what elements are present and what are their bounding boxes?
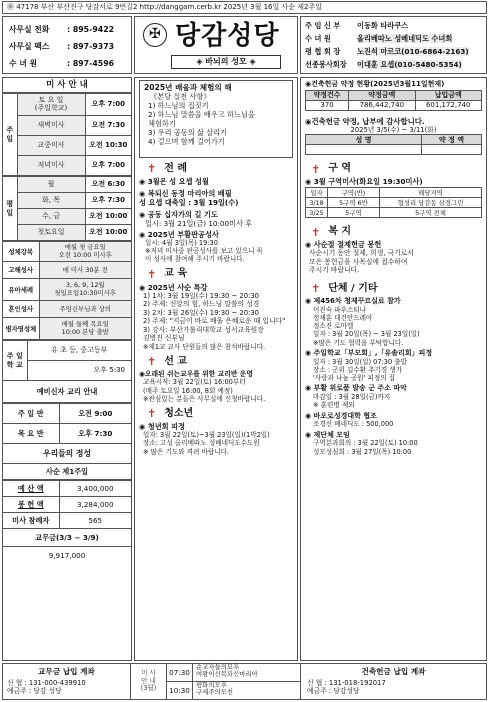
- group-item-head: ◉ 부활 위로품 발송 군 주소 파악: [305, 384, 407, 393]
- donation-table: [305, 90, 482, 111]
- sunday-label: 주 일: [3, 94, 17, 176]
- district-icon: ✝: [311, 162, 321, 176]
- staff-block: [300, 16, 487, 74]
- liturgy-item: ◉ 공동 십자가의 길 기도: [139, 210, 218, 219]
- donation-thanks-title: ◉건축헌금 약정, 납부에 감사합니다.: [305, 116, 425, 126]
- education-header: [139, 267, 293, 283]
- group-item-head: ◉ 제456차 청제꾸르실료 참가: [305, 296, 401, 305]
- footer-mass-list: [167, 664, 301, 699]
- district-head: ◉ 3월 구역미사(화요일 19:30미사): [305, 177, 423, 187]
- sacrament-time: 3, 6, 9, 12월 첫일요일10:30미사후: [39, 279, 131, 301]
- tithe-label: 교무금(3/3 ~ 3/9): [3, 529, 131, 547]
- mass-info-title: 미 사 안 내: [3, 78, 131, 93]
- mass-name: 저녁미사: [17, 156, 85, 176]
- tithe-account-box: [3, 664, 131, 699]
- contact-block: [2, 16, 132, 74]
- district-table: [305, 187, 482, 218]
- liturgy-header: [139, 161, 293, 177]
- footer-mass-time: 07:30: [167, 664, 193, 681]
- thanks-header: 약 정 액: [422, 135, 482, 145]
- catechumen-day: 주 일 반: [3, 404, 59, 424]
- practice-item: 2) 하느님 말씀을 배우고 하느님을 체험하기: [148, 110, 255, 129]
- offering-label: 예 산 액: [3, 481, 59, 497]
- welfare-icon: ✝: [311, 225, 321, 239]
- sacrament-name: 유아세례: [3, 279, 39, 301]
- donation-header: 납입금액: [415, 90, 482, 100]
- catechumen-time: 오전 9:00: [59, 404, 131, 424]
- sacrament-time: 매월 둘째 목요일 10:00 본당 출발: [39, 318, 131, 340]
- mass-name: 수, 금: [17, 209, 85, 225]
- donation-title: ◉건축헌금 약정 현황(2025년3월11일현재): [305, 80, 445, 88]
- contact-fax: 사무실 팩스 : 897-9373: [9, 41, 115, 51]
- catechumen-time: 오후 7:30: [59, 424, 131, 444]
- education-icon: ✝: [147, 267, 157, 281]
- district-header: [305, 161, 482, 177]
- district-cell: 5구역: [328, 208, 380, 218]
- mission-head: ◉오래된 쉬는교우를 위한 교리반 운영: [139, 369, 253, 378]
- mass-info-column: [2, 77, 132, 661]
- education-head: ◉ 2025년 사순 특강: [139, 282, 208, 292]
- staff-row-funeral: 선종봉사회장 이대훈 요셉(010-5480-5354): [305, 60, 462, 69]
- liturgy-title: 전 례: [164, 162, 188, 174]
- district-cell: 3/25: [306, 208, 328, 218]
- offering-label: 미사 참례자: [3, 513, 59, 529]
- header-address: ㊡ 47178 부산 부산진구 당감서로 9번길2 http://danggam.cerb.kr 2025년 3월 16일 사순 제2주일: [7, 3, 322, 12]
- sunday-school-table: [3, 340, 131, 381]
- offering-label: 봉 헌 액: [3, 497, 59, 513]
- district-cell: 협성리 당감동 삼정그린: [380, 198, 482, 208]
- practice-item: 3) 우리 공동의 삶 살리기: [148, 128, 228, 138]
- offering-table: [3, 480, 131, 529]
- catechumen-table: [3, 403, 131, 444]
- staff-row-pastor: 주 임 신 부 이동화 타라쿠스: [305, 21, 409, 30]
- footer-mass-row: [167, 664, 300, 682]
- district-col-header: 해당지역: [380, 188, 482, 198]
- sacrament-name: 병자영성체: [3, 318, 39, 340]
- donation-value: 370: [306, 100, 349, 110]
- weekday-label: 평 일: [3, 177, 17, 241]
- donation-value: 786,442,740: [349, 100, 415, 110]
- welfare-head: ◉ 사순절 절제헌금 봉헌: [305, 240, 382, 250]
- district-cell: 5구역 6반: [328, 198, 380, 208]
- mass-time: 오후 7:00: [85, 94, 131, 116]
- liturgy-icon: ✝: [147, 162, 157, 176]
- staff-row-council: 평 협 회 장 노진석 마르코(010-6864-2163): [305, 47, 469, 56]
- liturgy-item: ◉ 복되신 동정 마리아의 배필 성 요셉 대축일 : 3월 19일(수): [139, 189, 239, 207]
- thanks-header: 성 명: [306, 135, 422, 145]
- group-item-head: ◉ 제단체 모임: [305, 430, 350, 439]
- mission-body: 교육시작: 3월 22일(토) 16:00부터 (매주 토요일 16:00, 8회 예정) ※관심있는 분들은 사무실에 신청바랍니다.: [143, 378, 266, 403]
- year-theme-box: [139, 80, 293, 158]
- footer-mass-time: 10:30: [167, 682, 193, 700]
- sacrament-time: 매 미사 30분 전: [39, 262, 131, 279]
- education-title: 교 육: [164, 268, 188, 280]
- group-item-body: 마감일 : 3월 28일(금)까지 ※ 훈련병 제외: [313, 393, 391, 410]
- mass-time: 오전 7:30: [85, 116, 131, 136]
- sacrament-name: 성체강복: [3, 242, 39, 262]
- group-item-body: 일자 : 3월 30일(일) 07:30 출발 장소 : 군위 김수환 추기경 생가 '사랑과 나눔 공원' 피정의 집: [313, 357, 408, 383]
- sunday-mass-table: [3, 93, 131, 176]
- building-account-title: 건축헌금 납입 계좌: [361, 667, 426, 676]
- district-col-header: 구역(반): [328, 188, 380, 198]
- groups-header: [305, 281, 482, 297]
- education-item: ※제1교 교사 단원들의 많은 참석바랍니다.: [143, 342, 266, 351]
- school-time: 오후 5:30: [27, 361, 131, 381]
- welfare-header: [305, 224, 482, 240]
- header-address-bar: [2, 1, 487, 14]
- group-item-body: 조경선 베네딕도 : 500,000: [313, 420, 394, 429]
- groups-title: 단체 / 기타: [328, 282, 378, 294]
- donation-header: 약정건수: [306, 90, 349, 100]
- mass-time: 오전 6:30: [85, 177, 131, 193]
- mass-name: 화, 목: [17, 193, 85, 209]
- tithe-value: 9,917,000: [48, 551, 86, 560]
- welfare-title: 복 지: [328, 226, 352, 238]
- education-item: 2) 주제: "지금이 바로 배울 은혜로운 때 입니다": [143, 317, 286, 326]
- mass-name: 새벽미사: [17, 116, 85, 136]
- mass-name: 교중미사: [17, 136, 85, 156]
- district-cell: 3/18: [306, 198, 328, 208]
- sacrament-time: 매월 첫 금요일 오전 10:00 미사후: [39, 242, 131, 262]
- education-item: 3) 2차: 3월 26일(수) 19:30 ~ 20:30: [143, 308, 259, 317]
- liturgy-item: ◉ 3월은 성 요셉 성월: [139, 177, 209, 186]
- mass-time: 오전 10:00: [85, 209, 131, 225]
- sacrament-time: 주임신부님과 상의: [39, 301, 131, 318]
- liturgy-item: ◉ 2025년 부활판공성사: [139, 230, 219, 239]
- welfare-body: 사순시기 동안 절제, 희생, 극기로서 모은 봉헌금을 사목실에 접수하여 주시기 바랍니다.: [309, 249, 414, 275]
- offering-value: 565: [59, 513, 131, 529]
- parish-subtitle: ◈ 바뇌의 성모 ◈: [171, 55, 281, 69]
- education-item: 3) 강사: 부산가톨릭대학교 성서교육원장 김병진 신부님: [143, 325, 264, 343]
- building-account-holder: 예금주 : 당감성당: [307, 687, 360, 696]
- contact-phone: 사무실 전화 : 895-9422: [9, 24, 115, 34]
- mass-time: 오전 10:30: [85, 136, 131, 156]
- middle-column: [134, 77, 298, 661]
- footer-mass-desc: 평화의모후 구세주의모친: [196, 681, 234, 697]
- mass-name: 월: [17, 177, 85, 193]
- education-item: 1) 1차: 3월 19일(수) 19:30 ~ 20:30: [143, 291, 259, 300]
- offering-value: 3,284,000: [59, 497, 131, 513]
- year-theme-sub: 《본당 실천 사항》: [150, 92, 211, 102]
- group-item-head: ◉ 바오로성경대학 협조: [305, 411, 377, 420]
- building-account-box: [301, 664, 486, 699]
- mass-time: 오후 7:30: [85, 193, 131, 209]
- title-block: [134, 16, 298, 74]
- catechumen-day: 목 요 반: [3, 424, 59, 444]
- donation-header: 약정금액: [349, 90, 415, 100]
- footer-mass-row: [167, 682, 300, 700]
- contact-convent: 수 녀 원 : 897-4596: [9, 58, 115, 68]
- mission-icon: ✝: [147, 354, 157, 368]
- staff-row-convent: 수 녀 원 올리베따노 성베네딕도 수녀회: [305, 34, 453, 43]
- youth-head: ◉ 청년회 피정: [139, 422, 185, 432]
- practice-item: 1) 하느님의 집짓기: [148, 101, 209, 111]
- year-theme-title: 2025년 배움과 체험의 해: [144, 83, 232, 92]
- group-item-body: 이진숙 파우스티나 정재훈 대건안드레아 정소진 로마엘 일자 : 3월 20일(목) ~ 3월 23일(일) ※많은 기도 협력을 부탁합니다.: [313, 305, 420, 347]
- building-account-number: 신 협 : 131-018-192017: [307, 679, 386, 687]
- school-group: 유 초 등, 중고등부: [27, 341, 131, 361]
- tithe-account-title: 교무금 납입 계좌: [38, 667, 95, 676]
- donation-thanks-period: 2025년 3/5(수) ~ 3/11(화): [350, 126, 437, 134]
- mass-name: 첫토요일: [17, 225, 85, 241]
- offering-value: 3,400,000: [59, 481, 131, 497]
- youth-header: [139, 406, 293, 422]
- group-item-head: ◉ 주일학교「부모회」,「유솔리회」피정: [305, 348, 433, 357]
- catechumen-title: 예비신자 교리 안내: [3, 381, 131, 403]
- group-item-body: 구역분과회의 : 3월 22일(토) 10:00 성모성심회 : 3월 27일(목) 10:00: [313, 439, 418, 456]
- footer-bar: [2, 663, 487, 700]
- offering-title: 우리들의 정성: [3, 444, 131, 464]
- donation-thanks-table: [305, 134, 482, 155]
- sacrament-name: 혼인성사: [3, 301, 39, 318]
- practice-item: 4) 걸으며 함께 걸어가기: [148, 137, 225, 147]
- youth-title: 청소년: [164, 407, 194, 419]
- mass-name: 토 요 일 (주일학교): [17, 94, 85, 116]
- groups-icon: ✝: [311, 282, 321, 296]
- parish-name: 당감성당: [175, 21, 280, 51]
- tithe-account-number: 신 협 : 131-000-439910: [7, 679, 86, 687]
- liturgy-item-body: 일시: 4월 3일(목) 19:30 ※저녁 미사중 판공성사를 보고 있으니 꼭 이 성사에 참여해 주시기 바랍니다.: [145, 239, 263, 264]
- liturgy-item-body: 일시: 3월 21일(금) 10:00미사 후: [145, 219, 253, 228]
- sacrament-name: 고해성사: [3, 262, 39, 279]
- youth-icon: ✝: [147, 407, 157, 421]
- youth-body: 일자: 3월 22일(토)~3월 23일(일)(1박2일) 장소: 고성 올리베따노 성베네딕도수도원 ※ 많은 기도와 격려 바랍니다.: [143, 431, 270, 456]
- sacraments-table: [3, 241, 131, 340]
- tithe-account-holder: 예금주 : 당감 성당: [7, 687, 62, 696]
- parish-logo-icon: ✠: [143, 23, 167, 47]
- district-col-header: 일자: [306, 188, 328, 198]
- offering-subtitle: 사순 제1주일: [3, 464, 131, 480]
- right-column: [300, 77, 487, 661]
- footer-mass-desc: 순교자들의묘후 여왕이신복되신마리아: [196, 663, 258, 679]
- mission-title: 선 교: [164, 355, 188, 367]
- mass-time: 오후 7:00: [85, 156, 131, 176]
- footer-mass-label: 미 사 안 내 (3월): [131, 664, 167, 699]
- weekday-mass-table: [3, 176, 131, 241]
- donation-value: 601,172,740: [415, 100, 482, 110]
- district-title: 구 역: [328, 163, 352, 175]
- education-item: 2) 주제: 신앙의 힘, 하느님 말씀의 성경: [143, 300, 260, 309]
- mission-header: [139, 354, 293, 370]
- district-cell: 5구역 전체: [380, 208, 482, 218]
- mass-time: 오전 10:00: [85, 225, 131, 241]
- sunday-school-label: 주 일 학 교: [3, 341, 27, 381]
